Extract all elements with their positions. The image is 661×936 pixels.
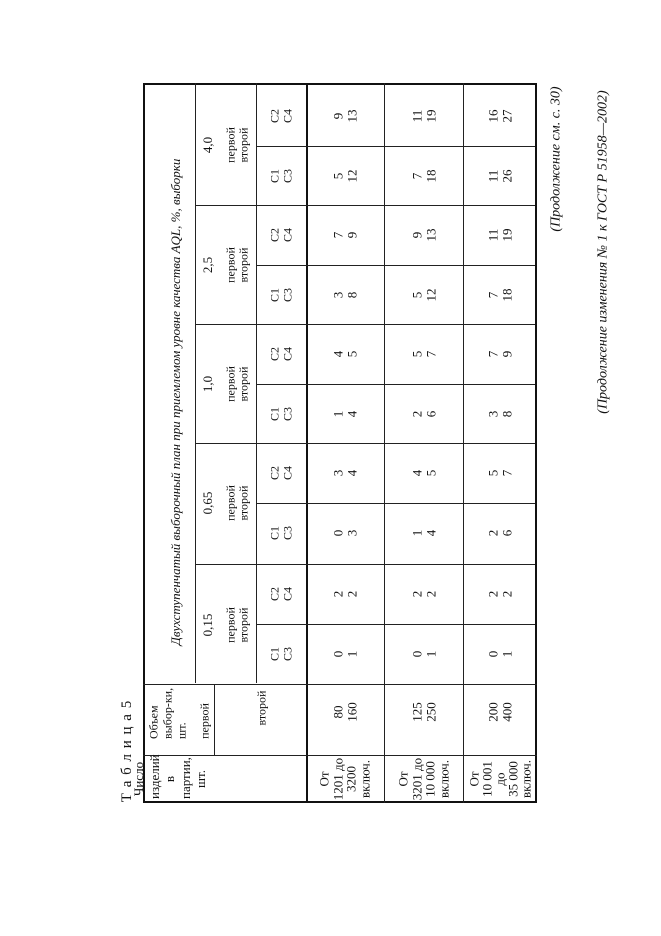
value-cell-number: 16 [485, 109, 501, 123]
value-cell-number: 5 [423, 469, 438, 477]
value-cell [486, 530, 513, 537]
aql-0-sample-labels: первой второй [223, 607, 250, 643]
value-cell [486, 591, 513, 598]
value-cell [486, 351, 513, 358]
value-cell-number: 2 [485, 590, 501, 598]
value-cell-number: 9 [344, 231, 359, 239]
value-cell [486, 170, 513, 183]
value-cell-number: 3 [485, 410, 501, 418]
value-cell-number: 6 [499, 529, 514, 537]
value-cell [331, 591, 358, 598]
sample-sizes-row-2: 200 400 [485, 702, 514, 722]
c-header-0a: C1 C3 [267, 646, 294, 662]
value-cell [331, 411, 358, 418]
value-cell-number: 11 [409, 109, 425, 123]
value-cell-number: 11 [485, 228, 501, 242]
value-cell-number: 2 [423, 590, 438, 598]
value-cell-number: 2 [499, 590, 514, 598]
value-cell-number: 7 [485, 350, 501, 358]
value-cell [331, 351, 358, 358]
value-cell-number: 1 [330, 410, 346, 418]
continuation-note: (Продолжение см. с. 30) [548, 86, 564, 232]
value-cell-number: 0 [330, 529, 346, 537]
aql-4-sample-labels: первой второй [223, 127, 250, 163]
aql-2-sample-labels: первой второй [223, 366, 250, 402]
value-cell [331, 530, 358, 537]
value-cell-number: 13 [344, 109, 359, 123]
value-cell-number: 4 [344, 469, 359, 477]
value-cell-number: 18 [423, 169, 438, 183]
value-cell-number: 9 [499, 350, 514, 358]
value-cell-number: 3 [344, 529, 359, 537]
value-cell-number: 4 [344, 410, 359, 418]
value-cell [331, 232, 358, 239]
value-cell [331, 470, 358, 477]
value-cell-number: 13 [423, 228, 438, 242]
value-cell [331, 292, 358, 299]
table-label: Т а б л и ц а 5 [119, 699, 136, 803]
value-cell-number: 9 [409, 231, 425, 239]
aql-level-3: 2,5 [200, 256, 216, 274]
value-cell-number: 0 [485, 650, 501, 658]
value-cell-number: 3 [330, 291, 346, 299]
value-cell [331, 651, 358, 658]
value-cell-number: 1 [499, 650, 514, 658]
value-cell-number: 18 [499, 288, 514, 302]
aql-level-2: 1,0 [200, 375, 216, 393]
c-header-0b: C2 C4 [267, 586, 294, 602]
value-cell-number: 7 [409, 172, 425, 180]
value-cell [410, 229, 437, 242]
value-cell-number: 2 [485, 529, 501, 537]
c-header-3a: C1 C3 [267, 287, 294, 303]
value-cell-number: 1 [409, 529, 425, 537]
value-cell-number: 4 [409, 469, 425, 477]
lot-range-row-2: От 10 001 до 35 000 включ. [466, 760, 534, 798]
value-cell-number: 7 [330, 231, 346, 239]
value-cell-number: 3 [330, 469, 346, 477]
c-header-3b: C2 C4 [267, 227, 294, 243]
value-cell [331, 170, 358, 183]
value-cell-number: 19 [423, 109, 438, 123]
value-cell [410, 470, 437, 477]
lot-size-header: Число изделий в партии, шт. [131, 754, 209, 799]
sample-sizes-row-1: 125 250 [409, 702, 438, 722]
value-cell-number: 5 [344, 350, 359, 358]
value-cell-number: 4 [330, 350, 346, 358]
aql-3-sample-labels: первой второй [223, 247, 250, 283]
value-cell [486, 470, 513, 477]
sample-first-label: первой [197, 703, 212, 739]
lot-range-row-1: От 3201 до 10 000 включ. [395, 757, 452, 801]
sample-second-label: второй [254, 690, 269, 726]
value-cell-number: 2 [409, 590, 425, 598]
value-cell [410, 170, 437, 183]
c-header-2b: C2 C4 [267, 346, 294, 362]
value-cell-number: 26 [499, 169, 514, 183]
value-cell-number: 12 [423, 288, 438, 302]
value-cell-number: 5 [409, 291, 425, 299]
value-cell [486, 110, 513, 123]
aql-level-1: 0,65 [200, 491, 216, 515]
value-cell-number: 2 [330, 590, 346, 598]
value-cell-number: 9 [330, 112, 346, 120]
value-cell-number: 19 [499, 228, 514, 242]
value-cell-number: 1 [344, 650, 359, 658]
page-header: (Продолжение изменения № 1 к ГОСТ Р 51958—2002) [595, 90, 611, 414]
aql-1-sample-labels: первой второй [223, 485, 250, 521]
value-cell-number: 5 [409, 350, 425, 358]
plan-title: Двухступенчатый выборочный план при приемлемом уровне качества AQL, %, выборки [168, 158, 184, 646]
value-cell [486, 651, 513, 658]
value-cell-number: 11 [485, 169, 501, 183]
sample-size-header: Объем выбор-ки, шт. [146, 687, 188, 739]
value-cell-number: 5 [485, 469, 501, 477]
c-header-1a: C1 C3 [267, 525, 294, 541]
value-cell-number: 4 [423, 529, 438, 537]
value-cell [410, 591, 437, 598]
value-cell [410, 530, 437, 537]
c-header-4b: C2 C4 [267, 108, 294, 124]
value-cell [486, 411, 513, 418]
value-cell [486, 229, 513, 242]
value-cell [410, 110, 437, 123]
sample-sizes-row-0: 80 160 [330, 702, 359, 722]
value-cell-number: 2 [409, 410, 425, 418]
c-header-2a: C1 C3 [267, 406, 294, 422]
value-cell-number: 7 [499, 469, 514, 477]
value-cell [331, 110, 358, 123]
value-cell [410, 351, 437, 358]
c-header-4a: C1 C3 [267, 168, 294, 184]
value-cell [410, 411, 437, 418]
value-cell-number: 0 [330, 650, 346, 658]
value-cell [486, 289, 513, 302]
value-cell-number: 0 [409, 650, 425, 658]
value-cell-number: 27 [499, 109, 514, 123]
value-cell-number: 12 [344, 169, 359, 183]
value-cell-number: 8 [499, 410, 514, 418]
aql-level-4: 4,0 [200, 136, 216, 154]
value-cell-number: 1 [423, 650, 438, 658]
c-header-1b: C2 C4 [267, 465, 294, 481]
value-cell [410, 651, 437, 658]
value-cell-number: 7 [485, 291, 501, 299]
value-cell-number: 8 [344, 291, 359, 299]
value-cell [410, 289, 437, 302]
value-cell-number: 6 [423, 410, 438, 418]
value-cell-number: 5 [330, 172, 346, 180]
value-cell-number: 2 [344, 590, 359, 598]
value-cell-number: 7 [423, 350, 438, 358]
aql-level-0: 0,15 [200, 613, 216, 637]
lot-range-row-0: От 1201 до 3200 включ. [316, 757, 373, 801]
